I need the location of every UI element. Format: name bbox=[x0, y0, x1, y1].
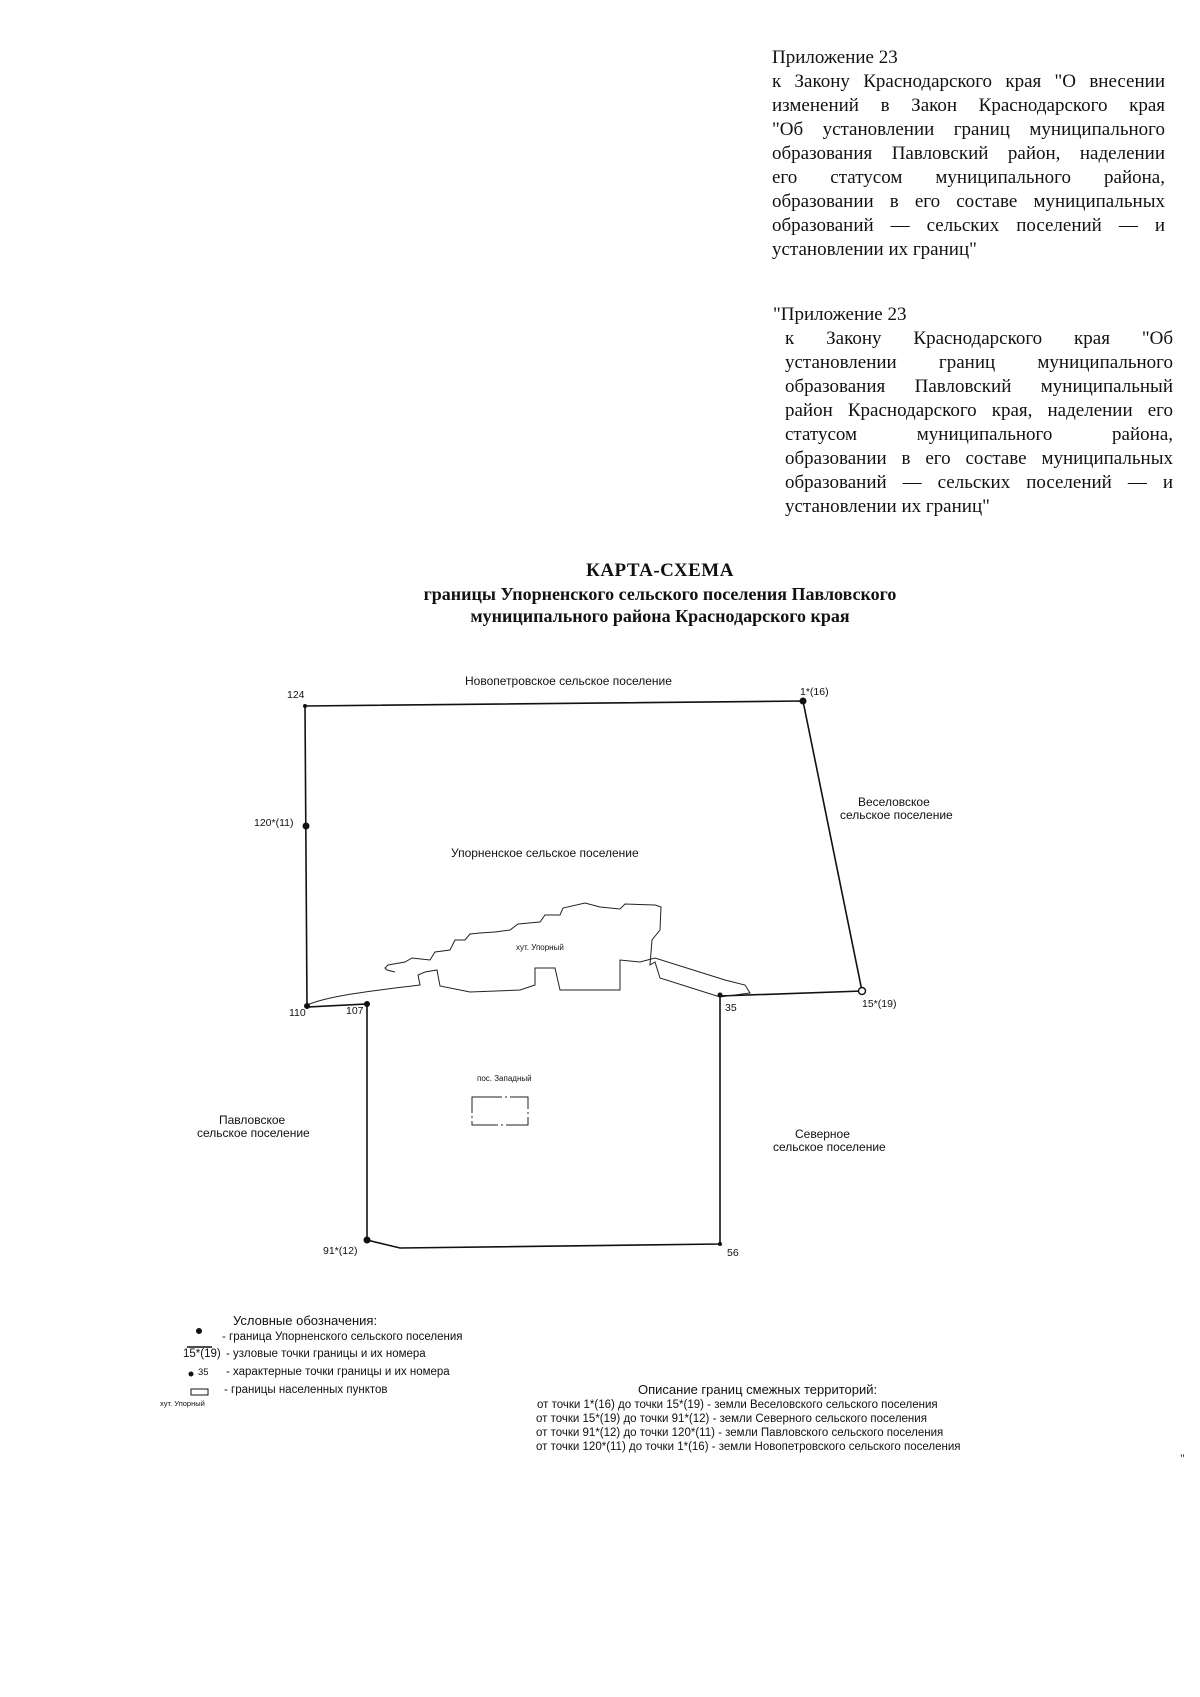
boundary-points bbox=[303, 698, 807, 1247]
node-point-91 bbox=[364, 1237, 371, 1244]
appendix-1-line: образований — сельских поселений — и bbox=[772, 215, 1165, 236]
legend-settlements-sample: хут. Упорный bbox=[160, 1399, 205, 1408]
appendix-1-line: образовании в его составе муниципальных bbox=[772, 191, 1165, 212]
legend-node-dot-icon bbox=[196, 1328, 202, 1334]
appendix-1-line: изменений в Закон Краснодарского края bbox=[772, 95, 1165, 116]
legend-settlement-outline-icon bbox=[191, 1389, 208, 1395]
appendix-2-line: статусом муниципального района, bbox=[785, 424, 1173, 445]
neighbor-label-pavlovskoe-2: сельское поселение bbox=[197, 1126, 310, 1140]
point-label-15: 15*(19) bbox=[862, 998, 897, 1010]
point-label-56: 56 bbox=[727, 1247, 739, 1259]
point-label-120: 120*(11) bbox=[254, 817, 294, 829]
appendix-1-line: к Закону Краснодарского края "О внесении bbox=[772, 71, 1165, 92]
appendix-1-line: установлении их границ" bbox=[772, 239, 977, 260]
neighbor-label-severnoe-1: Северное bbox=[795, 1127, 850, 1141]
map-title: КАРТА-СХЕМА bbox=[586, 560, 734, 581]
legend-item-nodes: - узловые точки границы и их номера bbox=[226, 1348, 426, 1360]
appendix-1-line: его статусом муниципального района, bbox=[772, 167, 1165, 188]
description-line: от точки 1*(16) до точки 15*(19) - земли Веселовского сельского поселения bbox=[537, 1399, 938, 1411]
appendix-1-line: Приложение 23 bbox=[772, 47, 898, 68]
appendix-2-line: установлении границ муниципального bbox=[785, 352, 1173, 373]
point-label-1: 1*(16) bbox=[800, 686, 829, 698]
map-subtitle-line-1: границы Упорненского сельского поселения Павловского bbox=[423, 584, 897, 604]
legend-nodes-sample: 15*(19) bbox=[183, 1348, 221, 1360]
legend-title: Условные обозначения: bbox=[233, 1313, 378, 1328]
appendix-1-line: "Об установлении границ муниципального bbox=[772, 119, 1165, 140]
char-point-124 bbox=[303, 704, 307, 708]
appendix-2-line: установлении их границ" bbox=[785, 496, 990, 517]
point-label-124: 124 bbox=[287, 689, 305, 701]
settlement-boundary-line bbox=[305, 701, 862, 1248]
village-zapadny-outline bbox=[472, 1097, 528, 1125]
description-line: от точки 120*(11) до точки 1*(16) - земли Новопетровского сельского поселения bbox=[536, 1441, 961, 1453]
appendix-1-line: образования Павловский район, наделении bbox=[772, 143, 1165, 164]
point-label-107: 107 bbox=[346, 1005, 364, 1017]
hamlet-upornyi-outline bbox=[307, 903, 750, 1005]
char-point-56 bbox=[718, 1242, 722, 1246]
node-point-1 bbox=[800, 698, 807, 705]
appendix-2-line: образовании в его составе муниципальных bbox=[785, 448, 1173, 469]
appendix-2-line: "Приложение 23 bbox=[773, 304, 907, 325]
village-label-zapadny: пос. Западный bbox=[477, 1074, 532, 1083]
neighbor-label-veselovskoe-2: сельское поселение bbox=[840, 808, 953, 822]
neighbor-label-severnoe-2: сельское поселение bbox=[773, 1140, 886, 1154]
description-line: от точки 91*(12) до точки 120*(11) - земли Павловского сельского поселения bbox=[536, 1427, 944, 1439]
appendix-2-line: к Закону Краснодарского края "Об bbox=[785, 328, 1173, 349]
point-label-91: 91*(12) bbox=[323, 1245, 358, 1257]
description-title: Описание границ смежных территорий: bbox=[638, 1382, 878, 1397]
neighbor-label-novopetrovskoe: Новопетровское сельское поселение bbox=[465, 674, 672, 688]
point-label-110: 110 bbox=[289, 1007, 306, 1019]
legend-symbols bbox=[187, 1328, 212, 1395]
legend-item-boundary: - граница Упорненского сельского поселения bbox=[222, 1331, 463, 1343]
description-line: от точки 15*(19) до точки 91*(12) - земли Северного сельского поселения bbox=[536, 1413, 927, 1425]
legend-item-settlements: - границы населенных пунктов bbox=[224, 1384, 388, 1396]
char-point-107 bbox=[364, 1001, 370, 1007]
point-label-35: 35 bbox=[725, 1002, 737, 1014]
settlement-label-upornenskoe: Упорненское сельское поселение bbox=[451, 846, 639, 860]
appendix-2-line: образования Павловский муниципальный bbox=[785, 376, 1173, 397]
legend-points-sample: 35 bbox=[198, 1367, 209, 1378]
appendix-2-line: район Краснодарского края, наделении его bbox=[785, 400, 1173, 421]
appendix-2-line: образований — сельских поселений — и bbox=[785, 472, 1173, 493]
char-point-35 bbox=[718, 993, 723, 998]
legend-point-dot-icon bbox=[189, 1372, 194, 1377]
map-subtitle-line-2: муниципального района Краснодарского края bbox=[470, 606, 850, 626]
neighbor-label-veselovskoe-1: Веселовское bbox=[858, 795, 930, 809]
legend-item-points: - характерные точки границы и их номера bbox=[226, 1366, 450, 1378]
neighbor-label-pavlovskoe-1: Павловское bbox=[219, 1113, 286, 1127]
closing-quote: " bbox=[1180, 1451, 1185, 1465]
node-point-15 bbox=[859, 988, 866, 995]
hamlet-label-upornyi: хут. Упорный bbox=[516, 943, 564, 952]
node-point-120 bbox=[303, 823, 310, 830]
